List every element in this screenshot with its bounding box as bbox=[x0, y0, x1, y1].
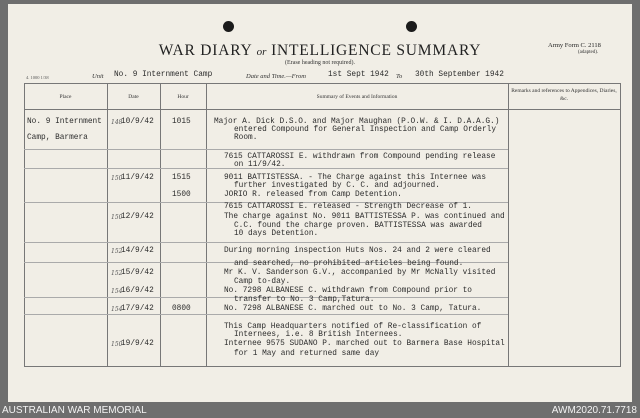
title-intelligence-summary: INTELLIGENCE SUMMARY bbox=[271, 42, 482, 59]
date-from-label: Date and Time.—From bbox=[246, 73, 306, 80]
punch-hole-left bbox=[223, 21, 234, 32]
table-bottom-border bbox=[24, 366, 620, 367]
army-form-note: (adapted). bbox=[578, 50, 599, 55]
row-divider bbox=[24, 149, 508, 150]
column-divider bbox=[160, 83, 161, 367]
table-top-border bbox=[24, 83, 620, 84]
summary-line: for 1 May and returned same day bbox=[234, 350, 380, 358]
column-header-summary: Summary of Events and Information bbox=[316, 94, 398, 100]
date-mark: 150 bbox=[111, 175, 123, 182]
summary-line: 9011 BATTISTESSA. - The Charge against this Internee was bbox=[224, 174, 487, 182]
summary-line: Camp to-day. bbox=[234, 278, 291, 286]
date-mark: 150 bbox=[111, 214, 123, 221]
column-divider bbox=[620, 83, 621, 367]
place-line-2: Camp, Barmera bbox=[27, 134, 88, 142]
entry-date: 16/9/42 bbox=[121, 287, 154, 295]
summary-line: No. 7298 ALBANESE C. marched out to No. 3 Camp, Tatura. bbox=[224, 305, 482, 313]
date-mark: 154 bbox=[111, 306, 123, 313]
date-from-value: 1st Sept 1942 bbox=[328, 71, 389, 79]
page-subtitle: (Erase heading not required). bbox=[285, 60, 355, 66]
place-line-1: No. 9 Internment bbox=[27, 118, 102, 126]
summary-line: Room. bbox=[234, 134, 258, 142]
entry-date: 17/9/42 bbox=[121, 305, 154, 313]
summary-line: JORIO R. released from Camp Detention. bbox=[224, 191, 402, 199]
army-form-ref: Army Form C. 2118 bbox=[548, 42, 601, 49]
column-divider bbox=[107, 83, 108, 367]
summary-line: No. 7298 ALBANESE C. withdrawn from Compound prior to bbox=[224, 287, 472, 295]
summary-line: and searched, no prohibited articles being found. bbox=[234, 260, 464, 268]
column-divider bbox=[206, 83, 207, 367]
column-header-hour: Hour bbox=[177, 94, 189, 100]
summary-line: The charge against No. 9011 BATTISTESSA P. was continued and bbox=[224, 213, 505, 221]
entry-date: 14/9/42 bbox=[121, 247, 154, 255]
summary-line: C.C. found the charge proven. BATTISTESSA was awarded bbox=[234, 222, 482, 230]
summary-line: on 11/9/42. bbox=[234, 161, 286, 169]
column-header-place: Place bbox=[59, 94, 72, 100]
summary-line: Internees, i.e. 8 British Internees. bbox=[234, 331, 403, 339]
entry-date: 19/9/42 bbox=[121, 340, 154, 348]
date-mark: 154 bbox=[111, 288, 123, 295]
summary-line: This Camp Headquarters notified of Re-classification of bbox=[224, 323, 482, 331]
title-or: or bbox=[256, 46, 267, 58]
footer-credit-left: AUSTRALIAN WAR MEMORIAL bbox=[2, 405, 147, 416]
entry-date: 12/9/42 bbox=[121, 213, 154, 221]
corner-print-note: 4. 1000 1/38 bbox=[26, 75, 49, 80]
date-to-label: To bbox=[396, 73, 403, 80]
footer-credit-right: AWM2020.71.7718 bbox=[551, 405, 637, 416]
entry-date: 15/9/42 bbox=[121, 269, 154, 277]
title-war-diary: WAR DIARY bbox=[158, 42, 252, 59]
summary-line: During morning inspection Huts Nos. 24 and 2 were cleared bbox=[224, 247, 491, 255]
column-divider bbox=[508, 83, 509, 367]
row-divider bbox=[24, 314, 508, 315]
unit-value: No. 9 Internment Camp bbox=[114, 71, 213, 79]
entry-hour: 0800 bbox=[172, 305, 191, 313]
column-header-date: Date bbox=[128, 94, 139, 100]
diary-page bbox=[8, 4, 632, 402]
summary-line: 10 days Detention. bbox=[234, 230, 319, 238]
entry-date: 10/9/42 bbox=[121, 118, 154, 126]
summary-line: further investigated by C. C. and adjourned. bbox=[234, 182, 440, 190]
entry-hour: 1500 bbox=[172, 191, 191, 199]
entry-hour: 1015 bbox=[172, 118, 191, 126]
column-header-remarks: Remarks and references to Appendices, Diaries, &c. bbox=[511, 88, 617, 102]
summary-line: transfer to No. 3 Camp,Tatura. bbox=[234, 296, 375, 304]
date-mark: 148 bbox=[111, 119, 123, 126]
row-divider bbox=[24, 242, 508, 243]
unit-label: Unit bbox=[92, 73, 104, 80]
entry-hour: 1515 bbox=[172, 174, 191, 182]
summary-line: entered Compound for General Inspection and Camp Orderly bbox=[234, 126, 497, 134]
entry-date: 11/9/42 bbox=[121, 174, 154, 182]
date-mark: 152 bbox=[111, 248, 123, 255]
summary-line: 7615 CATTAROSSI E. released - Strength Decrease of 1. bbox=[224, 203, 472, 211]
date-mark: 150 bbox=[111, 341, 123, 348]
date-to-value: 30th September 1942 bbox=[415, 71, 504, 79]
summary-line: Internee 9575 SUDANO P. marched out to Barmera Base Hospital bbox=[224, 340, 505, 348]
summary-line: 7615 CATTAROSSI E. withdrawn from Compound pending release bbox=[224, 153, 496, 161]
column-divider bbox=[24, 83, 25, 367]
punch-hole-right bbox=[406, 21, 417, 32]
page-title bbox=[8, 42, 632, 60]
summary-line: Major A. Dick D.S.O. and Major Maughan (P.O.W. & I. D.A.A.G.) bbox=[214, 118, 500, 126]
summary-line: Mr K. V. Sanderson G.V., accompanied by Mr McNally visited bbox=[224, 269, 496, 277]
date-mark: 152 bbox=[111, 270, 123, 277]
header-bottom-border bbox=[24, 109, 620, 110]
